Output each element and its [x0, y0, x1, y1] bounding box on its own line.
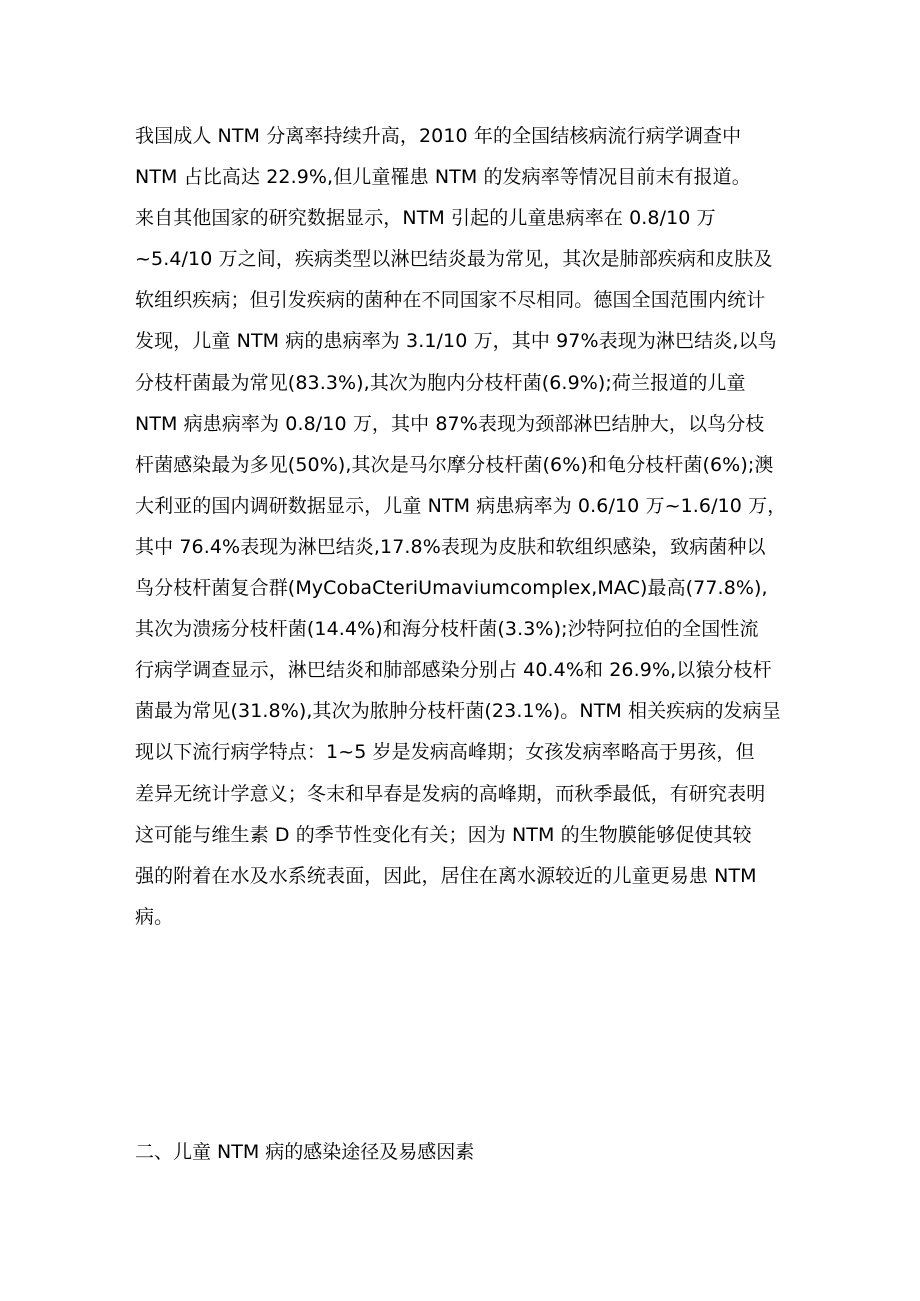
- paragraph-line: 其中 76.4%表现为淋巴结炎,17.8%表现为皮肤和软组织感染，致病菌种以: [135, 535, 766, 558]
- paragraph-line: 软组织疾病；但引发疾病的菌种在不同国家不尽相同。德国全国范围内统计: [135, 289, 766, 312]
- paragraph-line: 杆菌感染最为多见(50%),其次是马尔摩分枝杆菌(6%)和龟分枝杆菌(6%);澳: [135, 453, 774, 476]
- paragraph-line: NTM 占比高达 22.9%,但儿童罹患 NTM 的发病率等情况目前末有报道。: [135, 166, 751, 189]
- paragraph-line: 这可能与维生素 D 的季节性变化有关；因为 NTM 的生物膜能够促使其较: [135, 823, 752, 846]
- paragraph-line: 病。: [135, 905, 174, 928]
- paragraph-line: 我国成人 NTM 分离率持续升高，2010 年的全国结核病流行病学调查中: [135, 125, 742, 147]
- paragraph-line: 发现，儿童 NTM 病的患病率为 3.1/10 万，其中 97%表现为淋巴结炎,以鸟: [135, 330, 777, 353]
- paragraph-line: 其次为溃疡分枝杆菌(14.4%)和海分枝杆菌(3.3%);沙特阿拉伯的全国性流: [135, 618, 759, 641]
- paragraph-line: 菌最为常见(31.8%),其次为脓肿分枝杆菌(23.1%)。NTM 相关疾病的发病呈: [135, 700, 781, 723]
- paragraph-line: 行病学调查显示，淋巴结炎和肺部感染分别占 40.4%和 26.9%,以猿分枝杆: [135, 659, 772, 682]
- paragraph-line: 现以下流行病学特点：1~5 岁是发病高峰期；女孩发病率略高于男孩，但: [135, 741, 755, 764]
- paragraph-line: 强的附着在水及水系统表面，因此，居住在离水源较近的儿童更易患 NTM: [135, 864, 757, 887]
- paragraph-line: 分枝杆菌最为常见(83.3%),其次为胞内分枝杆菌(6.9%);荷兰报道的儿童: [135, 371, 746, 394]
- paragraph-line: 鸟分枝杆菌复合群(MyCobaCteriUmaviumcomplex,MAC)最高(77.8%),: [135, 577, 768, 600]
- paragraph-line: ~5.4/10 万之间，疾病类型以淋巴结炎最为常见，其次是肺部疾病和皮肤及: [135, 248, 773, 271]
- paragraph-line: NTM 病患病率为 0.8/10 万，其中 87%表现为颈部淋巴结肿大，以鸟分枝: [135, 412, 765, 435]
- body-paragraph: [135, 116, 795, 938]
- section-heading: 二、儿童 NTM 病的感染途径及易感因素: [135, 1141, 475, 1163]
- paragraph-line: 大利亚的国内调研数据显示，儿童 NTM 病患病率为 0.6/10 万~1.6/10 万，: [135, 494, 787, 517]
- paragraph-line: 来自其他国家的研究数据显示，NTM 引起的儿童患病率在 0.8/10 万: [135, 207, 716, 230]
- paragraph-line: 差异无统计学意义；冬末和早春是发病的高峰期，而秋季最低，有研究表明: [135, 782, 766, 805]
